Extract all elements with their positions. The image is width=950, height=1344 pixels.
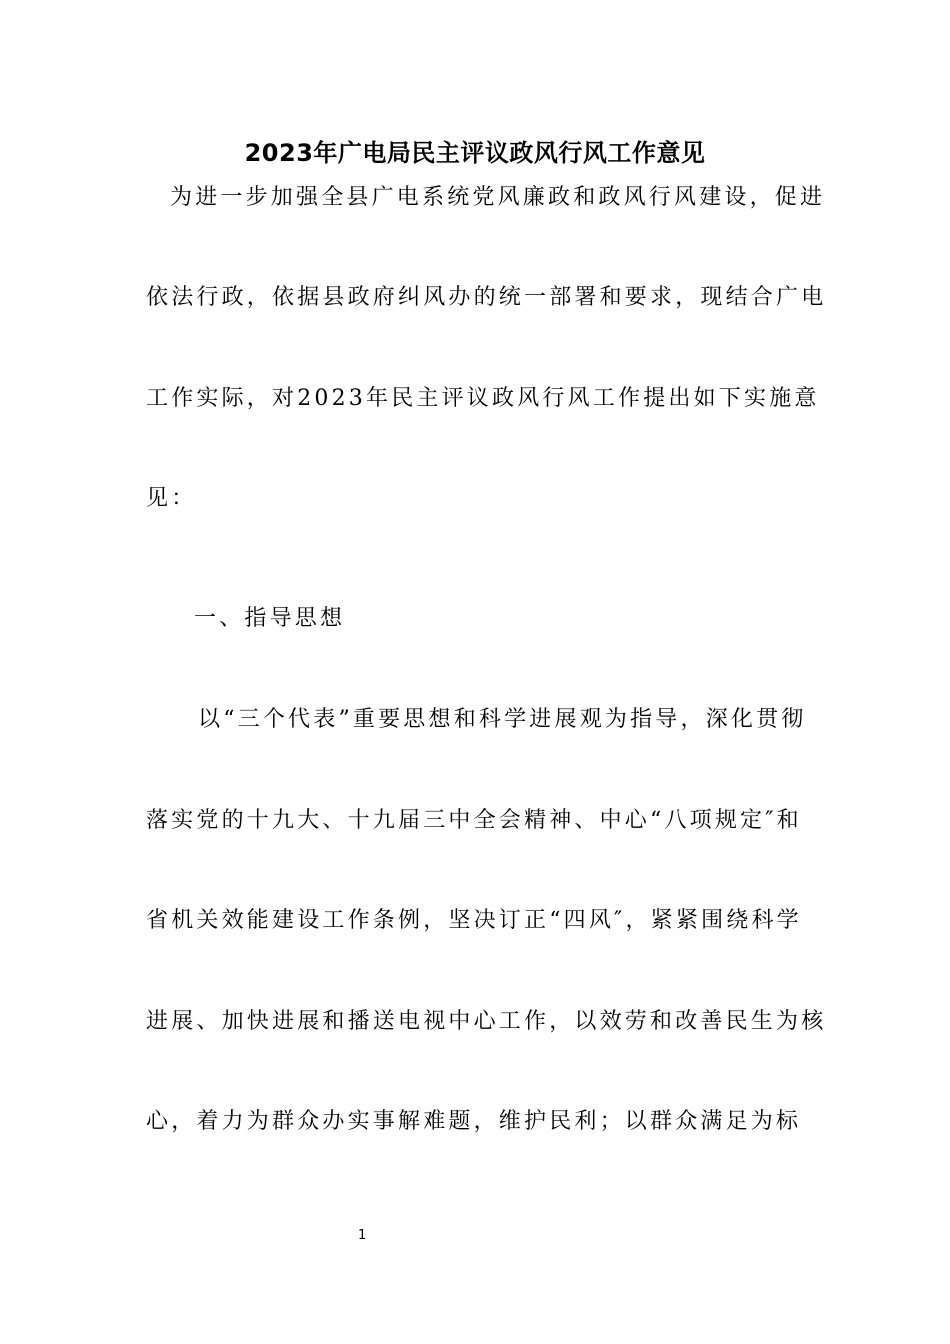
paragraph-line: 工作实际，对2023年民主评议政风行风工作提出如下实施意	[146, 386, 820, 411]
page-number: 1	[358, 1228, 367, 1243]
paragraph-line: 省机关效能建设工作条例，坚决订正“四风″，紧紧围绕科学	[146, 908, 802, 933]
paragraph-line: 见：	[146, 486, 197, 511]
paragraph-line: 以“三个代表”重要思想和科学进展观为指导，深化贯彻	[198, 707, 807, 732]
paragraph-line: 为进一步加强全县广电系统党风廉政和政风行风建设，促进	[170, 185, 826, 210]
paragraph-line: 进展、加快进展和播送电视中心工作，以效劳和改善民生为核	[146, 1009, 827, 1034]
page-title: 2023年广电局民主评议政风行风工作意见	[244, 139, 706, 167]
paragraph-line: 心，着力为群众办实事解难题，维护民利；以群众满足为标	[146, 1109, 802, 1134]
section-heading: 一、指导思想	[194, 606, 346, 631]
paragraph-line: 落实党的十九大、十九届三中全会精神、中心“八项规定″和	[146, 808, 802, 833]
paragraph-line: 依法行政，依据县政府纠风办的统一部署和要求，现结合广电	[146, 285, 827, 310]
